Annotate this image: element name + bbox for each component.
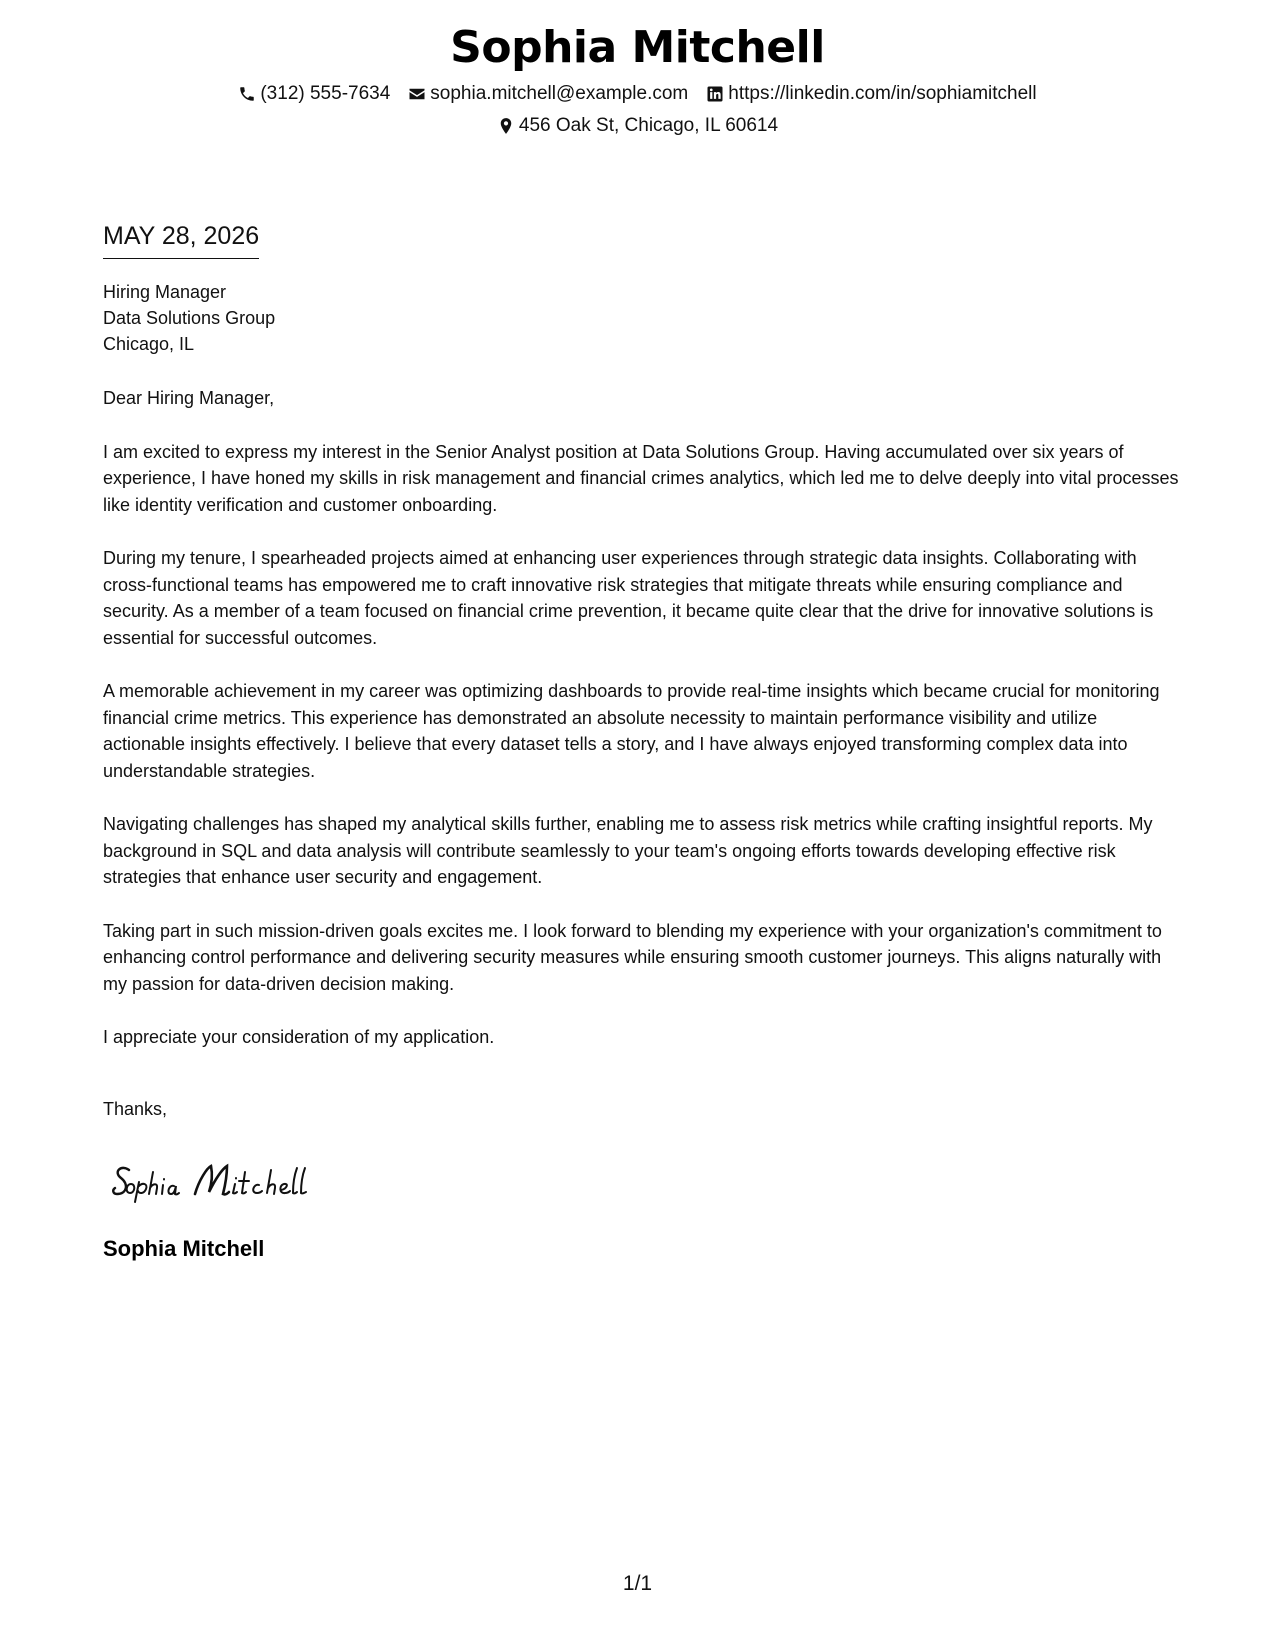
letter-body bbox=[103, 218, 1183, 1264]
letter-date: MAY 28, 2026 bbox=[103, 218, 259, 259]
address-row bbox=[0, 110, 1275, 142]
phone-contact bbox=[238, 78, 390, 110]
email-address[interactable]: sophia.mitchell@example.com bbox=[430, 83, 689, 104]
applicant-name: Sophia Mitchell bbox=[450, 22, 825, 73]
linkedin-contact[interactable] bbox=[706, 78, 1036, 110]
linkedin-url[interactable]: https://linkedin.com/in/sophiamitchell bbox=[728, 83, 1037, 104]
recipient-company: Data Solutions Group bbox=[103, 308, 276, 328]
handwritten-signature bbox=[111, 1150, 361, 1204]
letter-header bbox=[0, 18, 1275, 142]
address-contact bbox=[497, 110, 778, 142]
phone-icon bbox=[238, 85, 256, 103]
body-paragraph: During my tenure, I spearheaded projects aimed at enhancing user experiences through strategic data insights. Collaborating with cross-functional teams has empowered me to craft innovative risk strategies that mitigate threats while ensuring compliance and security. As a member of a team focused on financial crime prevention, it became quite clear that the drive for innovative solutions is essential for successful outcomes. bbox=[103, 548, 1154, 648]
street-address: 456 Oak St, Chicago, IL 60614 bbox=[518, 115, 779, 136]
linkedin-icon bbox=[706, 85, 724, 103]
body-paragraph: Navigating challenges has shaped my analytical skills further, enabling me to assess risk metrics while crafting insightful reports. My background in SQL and data analysis will contribute seamlessly to your team's ongoing efforts towards developing effective risk strategies that enhance user security and engagement. bbox=[103, 814, 1153, 887]
body-paragraph: A memorable achievement in my career was optimizing dashboards to provide real-time insights which became crucial for monitoring financial crime metrics. This experience has demonstrated an absolute necessity to maintain performance visibility and utilize actionable insights effectively. I believe that every dataset tells a story, and I have always enjoyed transforming complex data into understandable strategies. bbox=[103, 681, 1160, 781]
email-contact[interactable] bbox=[408, 78, 688, 110]
contact-row bbox=[0, 78, 1275, 110]
page-number: 1/1 bbox=[622, 1572, 653, 1595]
envelope-icon bbox=[408, 85, 426, 103]
map-marker-icon bbox=[497, 117, 515, 135]
signoff: Thanks, bbox=[103, 1098, 168, 1119]
body-paragraph: Taking part in such mission-driven goals excites me. I look forward to blending my experience with your organization's commitment to enhancing control performance and delivering security measures while ensuring smooth customer journeys. This aligns naturally with my passion for data-driven decision making. bbox=[103, 920, 1162, 994]
recipient-location: Chicago, IL bbox=[103, 334, 195, 354]
salutation: Dear Hiring Manager, bbox=[103, 388, 275, 408]
closing-line: I appreciate your consideration of my application. bbox=[103, 1027, 495, 1047]
signer-name: Sophia Mitchell bbox=[103, 1235, 265, 1261]
recipient-block bbox=[103, 279, 1183, 357]
body-paragraph: I am excited to express my interest in the Senior Analyst position at Data Solutions Group. Having accumulated over six years of experience, I have honed my skills in risk management and financial crimes analytics, which led me to delve deeply into vital processes like identity verification and customer onboarding. bbox=[103, 441, 1179, 515]
phone-number: (312) 555-7634 bbox=[260, 83, 391, 104]
recipient-title: Hiring Manager bbox=[103, 282, 227, 302]
